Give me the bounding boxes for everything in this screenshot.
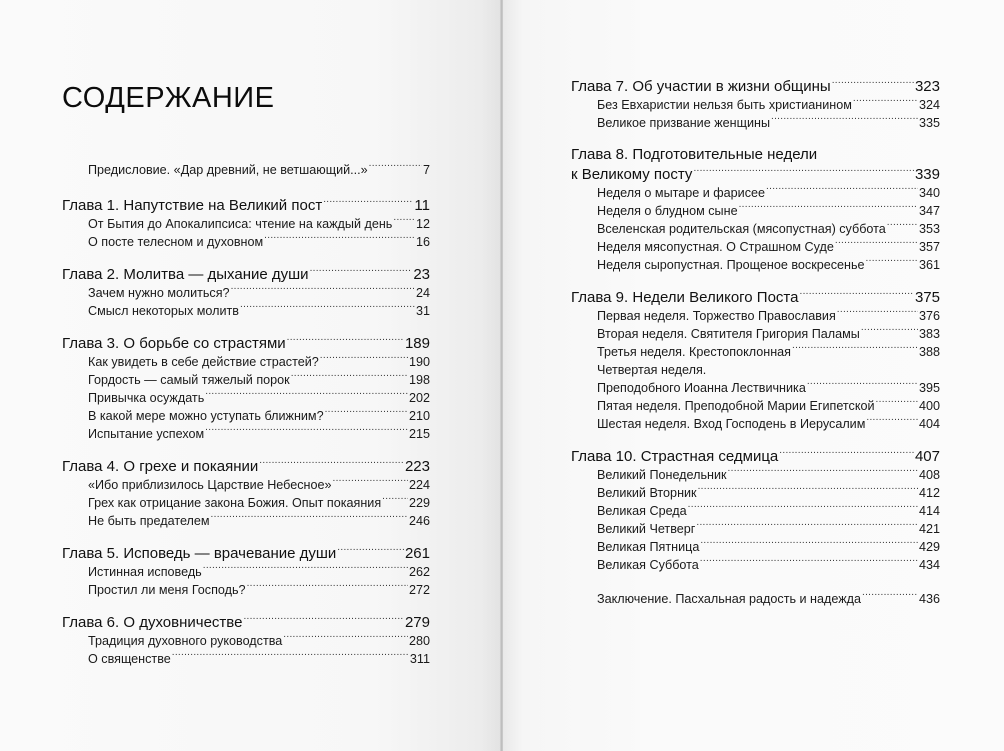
dot-leader xyxy=(247,581,408,594)
chapter-label-line1[interactable]: Глава 8. Подготовительные недели xyxy=(571,146,818,163)
entry-page: 335 xyxy=(918,116,940,130)
dot-leader xyxy=(240,302,415,315)
entry-page: 383 xyxy=(918,327,940,341)
dot-leader xyxy=(739,202,918,215)
entry-label: Неделя о блудном сыне xyxy=(597,204,738,218)
entry-page: 429 xyxy=(918,540,940,554)
entry-page: 24 xyxy=(415,286,430,300)
toc-chapter[interactable] xyxy=(571,287,940,307)
entry-label: Традиция духовного руководства xyxy=(88,634,283,648)
chapter-page: 407 xyxy=(914,448,940,465)
dot-leader xyxy=(203,563,408,576)
dot-leader xyxy=(205,425,408,438)
dot-leader xyxy=(259,456,404,471)
toc-entry[interactable] xyxy=(62,512,430,530)
chapter-page: 323 xyxy=(914,78,940,95)
dot-leader xyxy=(807,379,918,392)
toc-chapter[interactable] xyxy=(571,164,940,184)
entry-page: 190 xyxy=(408,355,430,369)
chapter-page: 261 xyxy=(404,545,430,562)
entry-label: Неделя мясопустная. О Страшном Суде xyxy=(597,240,834,254)
dot-leader xyxy=(211,512,408,525)
toc-entry[interactable] xyxy=(62,371,430,389)
entry-label: Гордость — самый тяжелый порок xyxy=(88,373,290,387)
chapter-page: 23 xyxy=(413,266,430,283)
toc-chapter[interactable] xyxy=(62,195,430,215)
entry-page: 404 xyxy=(918,417,940,431)
entry-label: О священстве xyxy=(88,652,171,666)
dot-leader xyxy=(861,325,918,338)
entry-label: Великий Четверг xyxy=(597,522,696,536)
chapter-page: 223 xyxy=(404,458,430,475)
dot-leader xyxy=(728,466,918,479)
toc-entry[interactable] xyxy=(571,114,940,132)
toc-entry[interactable] xyxy=(571,307,940,325)
entry-page: 412 xyxy=(918,486,940,500)
entry-label: Привычка осуждать xyxy=(88,391,205,405)
entry-label: Неделя о мытаре и фарисее xyxy=(597,186,766,200)
dot-leader xyxy=(862,590,918,603)
toc-left xyxy=(62,161,430,668)
entry-page: 421 xyxy=(918,522,940,536)
entry-label: О посте телесном и духовном xyxy=(88,235,264,249)
entry-label: От Бытия до Апокалипсиса: чтение на каждый день xyxy=(88,217,393,231)
entry-page: 357 xyxy=(918,240,940,254)
toc-entry[interactable] xyxy=(571,96,940,114)
entry-label: Без Евхаристии нельзя быть христианином xyxy=(597,98,852,112)
dot-leader xyxy=(325,407,408,420)
entry-label: «Ибо приблизилось Царствие Небесное» xyxy=(88,478,332,492)
toc-entry[interactable] xyxy=(571,502,940,520)
dot-leader xyxy=(853,96,918,109)
left-page xyxy=(0,0,501,751)
toc-entry[interactable] xyxy=(571,343,940,361)
toc-entry[interactable] xyxy=(571,484,940,502)
toc-entry[interactable] xyxy=(62,581,430,599)
dot-leader xyxy=(369,161,422,174)
toc-entry[interactable] xyxy=(62,407,430,425)
toc-entry[interactable] xyxy=(62,650,430,668)
entry-page: 434 xyxy=(918,558,940,572)
dot-leader xyxy=(693,164,914,179)
entry-page: 198 xyxy=(408,373,430,387)
toc-entry[interactable] xyxy=(62,563,430,581)
dot-leader xyxy=(382,494,408,507)
chapter-page: 189 xyxy=(404,335,430,352)
entry-label: Великий Вторник xyxy=(597,486,697,500)
toc-chapter[interactable] xyxy=(62,333,430,353)
dot-leader xyxy=(837,307,918,320)
toc-entry[interactable] xyxy=(62,632,430,650)
dot-leader xyxy=(310,264,413,279)
entry-label: Неделя сыропустная. Прощеное воскресенье xyxy=(597,258,865,272)
entry-label: Заключение. Пасхальная радость и надежда xyxy=(597,592,862,606)
toc-chapter[interactable] xyxy=(62,456,430,476)
entry-label: Грех как отрицание закона Божия. Опыт покаяния xyxy=(88,496,382,510)
entry-page: 353 xyxy=(918,222,940,236)
toc-entry[interactable] xyxy=(62,425,430,443)
dot-leader xyxy=(337,543,404,558)
entry-label: Великое призвание женщины xyxy=(597,116,770,130)
toc-entry[interactable] xyxy=(571,184,940,202)
toc-entry[interactable] xyxy=(571,379,940,397)
entry-page: 224 xyxy=(408,478,430,492)
dot-leader xyxy=(333,476,408,489)
dot-leader xyxy=(866,415,918,428)
chapter-label: Глава 3. О борьбе со страстями xyxy=(62,335,286,352)
entry-page: 388 xyxy=(918,345,940,359)
dot-leader xyxy=(283,632,408,645)
entry-label: Великий Понедельник xyxy=(597,468,727,482)
entry-page: 246 xyxy=(408,514,430,528)
entry-label: Великая Среда xyxy=(597,504,687,518)
entry-page: 12 xyxy=(415,217,430,231)
entry-label-line1: Четвертая неделя. xyxy=(597,363,707,377)
dot-leader xyxy=(696,520,918,533)
entry-page: 414 xyxy=(918,504,940,518)
toc-entry[interactable] xyxy=(571,238,940,256)
toc-right xyxy=(571,76,940,608)
dot-leader xyxy=(866,256,918,269)
chapter-label: Глава 5. Исповедь — врачевание души xyxy=(62,545,337,562)
page-title: СОДЕРЖАНИЕ xyxy=(62,82,275,114)
entry-page: 7 xyxy=(422,163,430,177)
entry-page: 215 xyxy=(408,427,430,441)
entry-page: 262 xyxy=(408,565,430,579)
dot-leader xyxy=(231,284,415,297)
dot-leader xyxy=(287,333,404,348)
entry-page: 324 xyxy=(918,98,940,112)
entry-label: Как увидеть в себе действие страстей? xyxy=(88,355,319,369)
dot-leader xyxy=(700,538,918,551)
toc-entry[interactable] xyxy=(62,494,430,512)
entry-label: Простил ли меня Господь? xyxy=(88,583,246,597)
dot-leader xyxy=(320,353,408,366)
entry-label: Шестая неделя. Вход Господень в Иерусалим xyxy=(597,417,866,431)
toc-entry[interactable] xyxy=(62,302,430,320)
dot-leader xyxy=(205,389,408,402)
dot-leader xyxy=(835,238,918,251)
toc-entry[interactable] xyxy=(62,284,430,302)
toc-entry[interactable] xyxy=(571,556,940,574)
entry-label: Великая Пятница xyxy=(597,540,700,554)
entry-page: 400 xyxy=(918,399,940,413)
chapter-label: Глава 10. Страстная седмица xyxy=(571,448,779,465)
toc-entry[interactable] xyxy=(571,325,940,343)
chapter-label: Глава 9. Недели Великого Поста xyxy=(571,289,799,306)
dot-leader xyxy=(688,502,918,515)
chapter-label: Глава 2. Молитва — дыхание души xyxy=(62,266,309,283)
dot-leader xyxy=(323,195,413,210)
toc-chapter[interactable] xyxy=(62,264,430,284)
dot-leader xyxy=(799,287,913,302)
entry-label: Вселенская родительская (мясопустная) суббота xyxy=(597,222,886,236)
entry-label: В какой мере можно уступать ближним? xyxy=(88,409,324,423)
chapter-page: 279 xyxy=(404,614,430,631)
entry-page: 347 xyxy=(918,204,940,218)
toc-entry[interactable] xyxy=(62,389,430,407)
toc-chapter[interactable] xyxy=(571,446,940,466)
entry-page: 280 xyxy=(408,634,430,648)
entry-label: Истинная исповедь xyxy=(88,565,202,579)
toc-entry-line1[interactable] xyxy=(571,361,940,379)
toc-entry[interactable] xyxy=(571,397,940,415)
entry-label: Великая Суббота xyxy=(597,558,699,572)
entry-label: Вторая неделя. Святителя Григория Паламы xyxy=(597,327,860,341)
toc-entry[interactable] xyxy=(571,220,940,238)
chapter-label: Глава 4. О грехе и покаянии xyxy=(62,458,259,475)
entry-label: Третья неделя. Крестопоклонная xyxy=(597,345,791,359)
chapter-page: 11 xyxy=(414,197,430,214)
entry-page: 210 xyxy=(408,409,430,423)
dot-leader xyxy=(876,397,918,410)
entry-label: Пятая неделя. Преподобной Марии Египетской xyxy=(597,399,875,413)
chapter-page: 375 xyxy=(914,289,940,306)
toc-entry[interactable] xyxy=(571,415,940,433)
toc-entry[interactable] xyxy=(571,466,940,484)
dot-leader xyxy=(700,556,918,569)
toc-entry[interactable] xyxy=(571,538,940,556)
entry-page: 229 xyxy=(408,496,430,510)
dot-leader xyxy=(792,343,918,356)
entry-label: Первая неделя. Торжество Православия xyxy=(597,309,836,323)
entry-page: 272 xyxy=(408,583,430,597)
toc-entry[interactable] xyxy=(62,233,430,251)
entry-page: 408 xyxy=(918,468,940,482)
toc-chapter[interactable] xyxy=(62,543,430,563)
toc-entry[interactable] xyxy=(62,215,430,233)
chapter-label: Глава 7. Об участии в жизни общины xyxy=(571,78,831,95)
toc-chapter[interactable] xyxy=(571,76,940,96)
entry-page: 340 xyxy=(918,186,940,200)
entry-label: Смысл некоторых молитв xyxy=(88,304,239,318)
chapter-label: Глава 6. О духовничестве xyxy=(62,614,243,631)
entry-page: 31 xyxy=(415,304,430,318)
dot-leader xyxy=(243,612,404,627)
entry-page: 395 xyxy=(918,381,940,395)
toc-entry[interactable] xyxy=(571,202,940,220)
toc-entry[interactable] xyxy=(62,353,430,371)
entry-label: Не быть предателем xyxy=(88,514,210,528)
dot-leader xyxy=(172,650,409,663)
entry-page: 16 xyxy=(415,235,430,249)
chapter-page: 339 xyxy=(914,166,940,183)
dot-leader xyxy=(771,114,918,127)
toc-entry[interactable] xyxy=(571,520,940,538)
toc-chapter[interactable] xyxy=(62,612,430,632)
entry-label: Предисловие. «Дар древний, не ветшающий...» xyxy=(88,163,368,177)
entry-label: Преподобного Иоанна Лествичника xyxy=(597,381,806,395)
dot-leader xyxy=(698,484,918,497)
entry-label: Испытание успехом xyxy=(88,427,205,441)
entry-label: Зачем нужно молиться? xyxy=(88,286,230,300)
dot-leader xyxy=(766,184,918,197)
dot-leader xyxy=(291,371,408,384)
entry-page: 311 xyxy=(409,652,430,666)
toc-entry-preface[interactable] xyxy=(62,161,430,179)
dot-leader xyxy=(832,76,914,91)
entry-page: 376 xyxy=(918,309,940,323)
dot-leader xyxy=(393,215,415,228)
dot-leader xyxy=(779,446,914,461)
entry-page: 361 xyxy=(918,258,940,272)
dot-leader xyxy=(887,220,918,233)
toc-entry-conclusion[interactable] xyxy=(571,590,940,608)
entry-page: 202 xyxy=(408,391,430,405)
toc-entry[interactable] xyxy=(571,256,940,274)
toc-entry[interactable] xyxy=(62,476,430,494)
dot-leader xyxy=(264,233,415,246)
chapter-label: Глава 1. Напутствие на Великий пост xyxy=(62,197,323,214)
entry-page: 436 xyxy=(918,592,940,606)
chapter-label: к Великому посту xyxy=(571,166,693,183)
